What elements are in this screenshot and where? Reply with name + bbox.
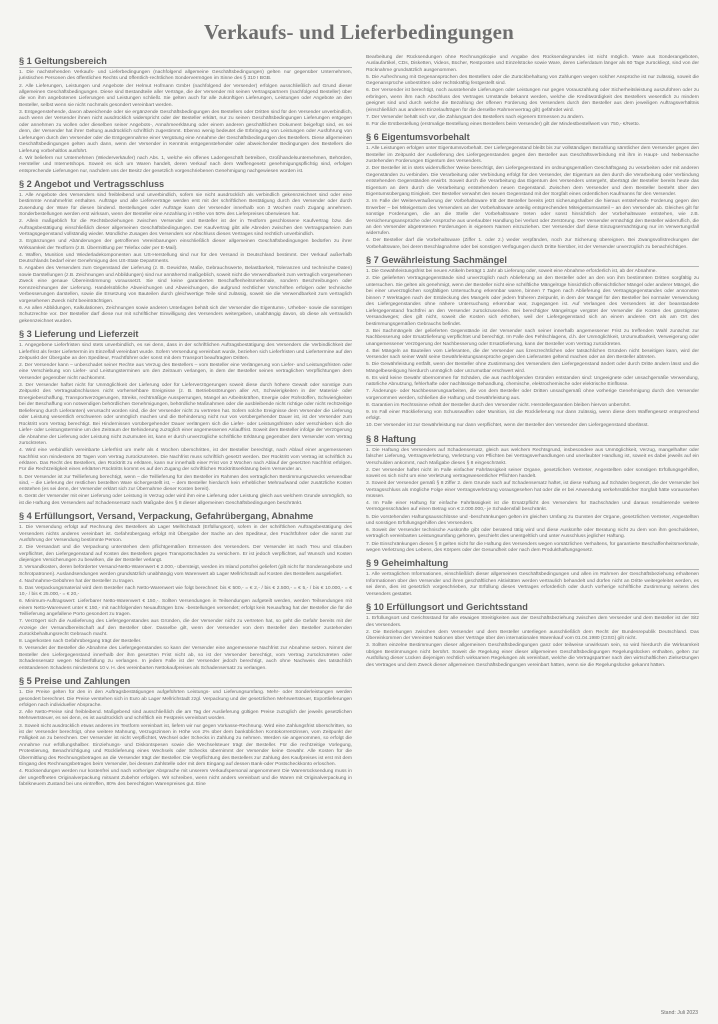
section-body [366,269,699,429]
document-footer: Stand: Juli 2023 [660,1010,698,1016]
paragraph: 8. Lagerkosten nach Gefahrübergang trägt der Besteller. [19,639,142,645]
paragraph: 10. Der Versender ist zur Gewährleistung nur dann verpflichtet, wenn der Besteller den Versender den Liefergegenstand überlässt. [366,423,649,429]
paragraph: 6. Es wird keine Gewähr übernommen für Schäden, die aus nachfolgenden Gründen entstanden sind: Ungeeignete oder unsachgemäße Verwendung, natürliche Abnutzung, fehlerhafte oder nachlässige Behandlung, chemische, elektrochemische oder elektrische Einflüsse. [366,375,699,388]
paragraph: 4. Bei Mängeln an Bauteilen vom Lieferanten, die der Versender aus lizenzrechtlichen oder tatsächlichen Gründen nicht beseitigen kann, wird der Versender nach seiner Wahl seine Gewährleistungsansprüche gegen den Lieferanten geltend machen oder an den Besteller abtreten. [366,348,699,361]
paragraph: 3. Sollten einzelne Bestimmungen dieser allgemeinen Geschäftsbedingungen ganz oder teilweise unwirksam sein, so wird hierdurch die Wirksamkeit übrigen Bestimmungen nicht berührt. Soweit die Regelung einer dieser allgemeinen Geschäftsbedingungen Regelungslücken enthalten, gelten zur Ausfüllung dieser Lücken diejenigen rechtlich wirksamen Regelungen als vereinbart, welche die Vertragspartner nach den wirtschaftlichen Zielsetzungen des Vertrages und dem Zweck dieser allgemeinen Geschäftsbedingungen vereinbart hätten, wenn sie die Regelungslücke gekannt hätten. [366,643,699,668]
section-heading: § 4 Erfüllungsort, Versand, Verpackung, Gefahrübergang, Abnahme [19,511,352,523]
paragraph: 6. Minimum-Auftragswert: Lieferbarer Netto-Warenwert € 150,-. Sollten Versendungen in Teilsendungen aufgeteilt werden, werden Teilsendungen mit einem Netto-Warenwert unter € 150,- mit nachfolgenden Neuaufträgen bzw. -bestellungen versendet; erfolgt kein Neuauftrag hat der Besteller die für die Teillieferung angefallene Porto gesondert zu tragen. [19,599,352,618]
paragraph: 3. Bei Sachmängeln der gelieferten Gegenstände ist der Versender nach seiner innerhalb angemessener Frist zu treffenden Wahl zunächst zur Nachbesserung oder Ersatzlieferung verpflichtet und berechtigt. Im Falle des Fehlschlagens, d.h. der Unmöglichkeit, Unzumutbarkeit, Verweigerung oder unangemessener Verzögerung der Nachbesserung oder Ersatzlieferung, kann der Besteller vom Vertrag zurücktreten. [366,328,699,347]
paragraph: 5. Die Gewährleistung entfällt, wenn der Besteller ohne Zustimmung des Versenders den Liefergegenstand ändert oder durch Dritte ändern lässt und die Mängelbeseitigung hierdurch unmöglich oder unzumutbar erschwert wird. [366,362,699,374]
paragraph: 4. Der Besteller darf die Vorbehaltsware (Ziffer 1. oder 2.) weder verpfänden, noch zur Sicherung übereignen. Bei Zwangsvollstreckungen der Vorbehaltsware, bei deren Beschlagnahme oder bei sonstigen Verfügungen durch Dritte hierüber, ist der Versender unverzüglich zu benachrichtigen. [366,238,699,250]
paragraph: 5. Die vorstehenden Haftungsausschlüsse und -beschränkungen gelten im gleichen Umfang zu Gunsten der Organe, gesetzlichen Vertreter, Angestellten und sonstigen Erfüllungsgehilfen des Versenders. [366,514,699,526]
section [19,511,352,672]
paragraph: 3. Soweit der Versender gemäß § 8 Ziffer 2. dem Grunde nach auf Schadensersatz haftet, ist diese Haftung auf Schäden begrenzt, die der Versender bei Vertragsschluss als mögliche Folge einer Vertragsverletzung vorausgesehen hat oder die er bei Anwendung verkehrsüblicher Sorgfalt hätte voraussehen müssen. [366,481,699,499]
paragraph: 3. Der Versender haftet nicht für Unmöglichkeit der Lieferung oder für Lieferverzögerungen soweit diese durch höhere Gewalt oder sonstige zum Zeitpunkt des Vertragsabschlusses nicht vorhersehbare Ereignisse (z. B. Betriebsstörungen aller Art, Schwierigkeiten in der Material- oder Energiebeschaffung, Transportverzögerungen, Streiks, rechtmäßige Aussperrungen, Mangel an Arbeitskräften, Energie oder Rohstoffen, Schwierigkeiten bei der Beschaffung von notwendigen behördlichen Genehmigungen, behördliche Maßnahmen oder die ausbleibende nicht richtige oder nicht rechtzeitige Belieferung durch Lieferanten) verursacht worden sind, die der Versender nicht zu vertreten hat. Sofern solche Ereignisse dem Versender die Lieferung oder Leistung wesentlich erschweren oder unmöglich machen und die Behinderung nicht nur von vorübergehender Dauer ist, ist der Versender zum Rücktritt vom Vertrag berechtigt. Bei Hindernissen vorübergehender Dauer verlängern sich die Liefer- oder Leistungsfristen oder verschieben sich die Liefer- oder Leistungstermine um den Zeitraum der Behinderung zuzüglich einer angemessenen Anlauffrist. Soweit dem Besteller infolge der Verzögerung die Abnahme der Lieferung oder Leistung nicht zuzumuten ist, kann er durch unverzügliche schriftliche Erklärung gegenüber dem Versender vom Vertrag zurücktreten. [19,382,352,447]
section-body [19,525,352,672]
paragraph: 6. Der Versender ist berechtigt, noch ausstehende Lieferungen oder Leistungen nur gegen Vorauszahlung oder Sicherheitsleistung auszuführen oder zu erbringen, wenn ihm nach Abschluss des Vertrages Umstände bekannt werden, welche die Kreditwürdigkeit des Bestellers wesentlich zu mindern geeignet sind und durch welche die Bezahlung der offenen Forderung des Versenders durch den Besteller aus dem jeweiligen Auftragsverhältnis (einschließlich aus anderen Einzelaufträgen für die derselbe Rahmenvertrag gilt) gefährdet wird. [366,88,699,113]
paragraph: 4. Waffen, Munition und Wiederladekomponenten aus US-Herstellung sind nur für den Versand in Deutschland bestimmt. Der Verkauf außerhalb Deutschlands bedarf einer Genehmigung des US-State Departments. [19,252,352,265]
paragraph: 4. Rücksendungen werden nur kostenfrei und nach vorheriger Absprache mit unserem Verkaufspersonal angenommen! Die Warenrücksendung muss in der ungeöffneten Originalverpackung mitsamt Zubehör erfolgen. Wir schreiben, wenn nicht anders vereinbart und die Waren mit Originalverpackung in fabrikneuem Zustand bei uns eintreffen, 80% des berechtigten Warenpreises gut. Eine [19,769,352,788]
section-heading: § 10 Erfüllungsort und Gerichtsstand [366,602,699,614]
paragraph: 2. Die Versandart und die Verpackung unterstehen dem pflichtgemäßen Ermessen des Versenders. Der Versender ist nach Treu und Glauben verpflichtet, den Liefergegenstand auf Kosten des Bestellers gegen Transportschäden zu versichern. Er ist jedoch verpflichtet, auf Wunsch und Kosten diejenigen Versicherungen zu bewirken, die der Besteller verlangt. [19,545,352,564]
section [19,179,352,325]
paragraph: Bearbeitung der Rücksendungen ohne Rechnungskopie und Angabe des Rücksendegrundes ist nicht möglich. Ware aus Sonderangeboten, Auslaufartikel, CDs, Disketten, Videos, Bücher, Restposten und Einzelstücke sowie Ware, deren Lieferdatum länger als 60 Tage zurückliegt, sind von der Rücknahme grundsätzlich ausgenommen. [366,55,699,73]
paragraph: 2. Alle Lieferungen, Leistungen und Angebote der Helmut Hofmann GmbH (nachfolgend der Versender) erfolgen ausschließlich auf Grund dieser allgemeinen Geschäftsbedingungen. Diese sind Bestandteile aller Verträge, die der Versender mit seinen Vertragspartnern (nachfolgend Besteller) über die von ihm angebotenen Lieferungen und Leistungen schließt. Sie gelten auch für alle zukünftigen Lieferungen, Leistungen oder Angebote an den Besteller, selbst wenn sie nicht nochmals gesondert vereinbart werden. [19,83,352,108]
section [366,132,699,251]
paragraph: 7. Verzögert sich die Auslieferung des Liefergegenstandes aus Gründen, die der Versender nicht zu vertreten hat, so geht die Gefahr bereits mit der Anzeige der Versandbereitschaft auf den Besteller über. Dasselbe gilt, wenn der Versender von dem Besteller den Besteller zustehenden Zurückbehaltungsrecht Gebrauch macht. [19,619,352,638]
section-heading: § 8 Haftung [366,434,699,446]
section-heading: § 1 Geltungsbereich [19,56,352,68]
paragraph: 1. Die Preise gelten für den in den Auftragsbestätigungen aufgeführten Leistungs- und Lieferungsumfang. Mehr- oder Sonderleistungen werden gesondert berechnet. Die Preise verstehen sich in Euro ab Lager Mellrichstadt zzgl. Verpackung und der gesetzlichen Mehrwertsteuer, Exportlieferungen erfolgen nach individueller Absprache. [19,690,352,708]
section-body [19,343,352,507]
paragraph: 6. Soweit der Versender technische Auskünfte gibt oder beratend tätig wird und diese Auskünfte oder Beratung nicht zu dem von ihm geschuldeten, vertraglich vereinbarten Leistungsumfang gehören, geschieht dies unentgeltlich und unter Ausschluss jeglicher Haftung. [366,528,699,540]
section [19,56,352,175]
section-body [366,616,699,669]
section [19,676,352,789]
section-heading: § 6 Eigentumsvorbehalt [366,132,699,144]
section-body [366,146,699,251]
paragraph: 2. Allein maßgeblich für die Rechtsbeziehungen zwischen Versender und Besteller ist der in Textform geschlossene Kaufvertrag bzw. die Auftragsbestätigung einschließlich dieser allgemeinen Geschäftsbedingungen. Der Kaufvertrag gibt alle Abreden zwischen den Vertragsparteien zum Vertragsgegenstand vollständig wieder. Mündliche Zusagen des Versenders vor Abschluss dieses Vertrages sind rechtlich unverbindlich. [19,219,352,238]
paragraph: 4. Wird eine verbindlich vereinbarte Lieferfrist um mehr als 4 Wochen überschritten, ist der Besteller berechtigt, nach Ablauf einer angemessenen Nachfrist von mindestens 30 Tagen vom Vertrag zurückzutreten. Die Nachfrist muss schriftlich gesetzt werden. Der Rücktritt vom Vertrag ist schriftlich zu erklären. Das Recht des Bestellers, den Rücktritt zu erklären, kann nur innerhalb einer Frist von 2 Wochen nach Ablauf der gesetzten Nachfrist erfolgen. Für die Rechtzeitigkeit eines erklärten Rücktritts kommt es auf den Zugang der schriftlichen Rücktrittserklärung beim Versender an. [19,448,352,473]
section [366,602,699,669]
paragraph: 5. Das Verpackungsmaterial wird dem Besteller nach Netto-Warenwert wie folgt berechnet: bis € 500,- = € 2,- / bis € 2.500,- = € 5,- / bis € 10.000,- = € 10,- / bis € 25.000,- = € 20,- [19,585,352,598]
paragraph: 7. Änderungs- oder Nachbesserungsarbeiten, die von dem Besteller oder Dritten unsachgemäß ohne vorherige Genehmigung durch den Versender vorgenommen werden, schließen die Haftung und Gewährleistung aus. [366,389,699,401]
right-column [366,55,699,793]
section [366,55,699,128]
document-title: Verkaufs- und Lieferbedingungen [204,20,514,44]
paragraph: 2. Alle Netto-Preise sind freibleibend. Maßgebend sind ausschließlich die am Tag der Auslieferung gültigen Preise zuzüglich der jeweils gesetzlichen Mehrwertsteuer, es sei denn, es ist ausdrücklich und schriftlich ein Festpreis vereinbart worden. [19,710,352,722]
paragraph: 7. Der Versender behält sich vor, die Zahlungsart des Bestellers nach eigenem Ermessen zu ändern. [366,114,585,120]
section [19,329,352,507]
paragraph: 2. Der Versender kann – unbeschadet seiner Rechte aus Verzug des Bestellers – vom Besteller eine Verlängerung von Liefer- und Leistungsfristen oder eine Verschiebung von Liefer- und Leistungsterminen um den Zeitraum verlangen, in dem der Besteller seinen vertraglichen Verpflichtungen dem Versender gegenüber nicht nachkommt. [19,363,352,381]
paragraph: 4. Nachnahme-Gebühren hat der Besteller zu tragen. [19,578,135,584]
paragraph: 3. Im Falle der Weiterveräußerung der Vorbehaltsware tritt der Besteller bereits jetzt sicherungshalber die hieraus entstehende Forderung gegen den Erwerber – bei Miteigentum des Versenders an der Vorbehaltsware anteilig entsprechenden Miteigentumsanteil – an den Versender ab. Gleiches gilt für sonstige Forderungen, die an die Stelle der Vorbehaltsware treten oder sonst hinsichtlich der Vorbehaltsware entstehen, wie z.B. Versicherungsansprüche oder Ansprüche aus unerlaubter Handlung bei Verlust oder Zerstörung. Der Versender ermächtigt den Besteller widerruflich, die an den Versender abgetretenen Forderungen in eigenem Namen einzuziehen. Der Versender darf diese Einzugsermächtigung nur im Verwertungsfall widerrufen. [366,199,699,237]
section [366,434,699,555]
section-heading: § 3 Lieferung und Lieferzeit [19,329,352,341]
paragraph: 1. Alle Leistungen erfolgen unter Eigentumsvorbehalt. Der Liefergegenstand bleibt bis zur vollständigen Bezahlung sämtlicher dem Versender gegen den Besteller im Zeitpunkt der Auslieferung des Liefergegenstandes gegen den Besteller aus Geschäftsverbindung mit ihm in Haupt- und Nebensache zustehenden Forderungen Eigentum des Versenders. [366,146,699,165]
paragraph: 7. Die Einschränkungen dieses § 8 gelten nicht für die Haftung des Versenders wegen vorsätzlichen Verhaltens, für garantierte Beschaffenheitsmerkmale, wegen Verletzung des Lebens, des Körpers oder der Gesundheit oder nach dem Produkthaftungsgesetz. [366,541,699,553]
section-body [19,193,352,325]
paragraph: 8. Für die Erstbestellung (erstmalige Bestellung eines Bestellers beim Versender) gilt der Mindestbestellwert von 750,- €/Netto. [366,121,641,127]
section-body [366,55,699,128]
paragraph: 8. Garantien im Rechtssinne erhält der Besteller durch den Versender nicht. Herstellergarantien bleiben hiervon unberührt. [366,402,631,408]
paragraph: 3. Ergänzungen und Abänderungen der getroffenen Vereinbarungen einschließlich dieser allgemeinen Geschäftsbedingungen bedürfen zu ihrer Wirksamkeit der Textform (z.B. Übermittlung per Telefax oder per E-Mail). [19,239,352,251]
paragraph: 6. An allen Abbildungen, Kalkulationen, Zeichnungen sowie anderen Unterlagen behält sich der Versender die Eigentums-, Urheber- sowie die sonstigen Schutzrechte vor. Der Besteller darf diese nur mit schriftlicher Einwilligung des Versenders weitergeben, unabhängig davon, ob diese als vertraulich gekennzeichnet wurden. [19,305,352,324]
section-heading: § 9 Geheimhaltung [366,558,699,570]
paragraph: 2. Der Versender haftet nicht im Falle einfacher Fahrlässigkeit seiner Organe, gesetzlichen Vertreter, Angestellten oder sonstigen Erfüllungsgehilfen, soweit es sich nicht um eine Verletzung vertragswesentlicher Pflichten handelt. [366,467,699,480]
paragraph: 2. Der Besteller ist in stets widerruflicher Weise berechtigt, den Liefergegenstand im ordnungsgemäßen Geschäftsgang zu verarbeiten oder mit anderen Gegenständen zu verbinden. Die Verarbeitung oder Verbindung erfolgt für den Versender, der Eigentum an den durch die Verarbeitung oder Verbindung entstehenden Gegenständen erwirbt. Soweit durch die Verarbeitung das Eigentum des Versenders untergeht, überträgt der Besteller bereits heute das Eigentum an dem durch die Verarbeitung entstehenden neuen Gegenstand. Zwischen dem Versender und dem Besteller besteht über den Eigentumsübergang Einigkeit. Der Besteller verwahrt den neuen Gegenstand mit der Sorgfalt eines ordentlichen Kaufmanns für den Versender. [366,166,699,198]
section-body [366,448,699,555]
paragraph: 5. Der Versender ist zur Teillieferung berechtigt, wenn – die Teillieferung für den Besteller im Rahmen des vertraglichen Bestimmungszwecks verwendbar sind, – die Lieferung der restlichen bestellten Ware sichergestellt ist, – dem Besteller hierdurch kein erheblicher Mehraufwand oder zusätzliche Kosten entstehen (es sei denn, der Versender erklärt sich zur Übernahme dieser Kosten bereit). [19,474,352,493]
section-body [19,70,352,175]
section-heading: § 2 Angebot und Vertragsschluss [19,179,352,191]
section-heading: § 7 Gewährleistung Sachmängel [366,255,699,267]
paragraph: 2. Die gelieferten Vertragsgegenstände sind unverzüglich nach Ablieferung an den Besteller oder an den von ihm bestimmten Dritten sorgfältig zu untersuchen. Sie gelten als genehmigt, wenn der Besteller nicht eine schriftliche Mängelrüge hinsichtlich offensichtlicher Mängel oder anderer Mängel, die bei einer unverzüglichen sorgfältigen Untersuchung erkennbar waren, binnen 7 Tagen nach Ablieferung des Vertragsgegenstandes oder ansonsten binnen 7 Werktagen nach der Entdeckung des Mangels oder jedem früheren Zeitpunkt, in dem der Mangel für den Besteller bei normaler Verwendung des Liefergegenstandes ohne nähere Untersuchung erkennbar war, zugegangen ist. Auf Verlangen des Versenders ist der beanstandete Liefergegenstand frachtfrei an den Versender zurückzusenden. Bei berechtigter Mängelrüge vergütet der Versender die Kosten des günstigsten Versandweges; dies gilt nicht, soweit die Kosten sich erhöhen, weil der Liefergegenstand sich an einem anderen Ort als am Ort des bestimmungsgemäßen Gebrauchs befindet. [366,276,699,327]
section-heading: § 5 Preise und Zahlungen [19,676,352,688]
paragraph: 1. Alle vertraglichen Informationen, einschließlich dieser allgemeinen Geschäftsbedingungen und allen im Rahmen der Geschäftsbeziehung erhaltenen Informationen über den Versender und ihren geschäftlichen Aktivitäten werden vertraulich behandelt und dürfen nicht an Dritte weitergeleitet werden, es sei denn, dies ist gesetzlich vorgeschrieben, zur Erfüllung dieses Vertrages erforderlich oder durch vorherige schriftliche Zustimmung seitens des Versenders gestattet. [366,572,699,597]
paragraph: 4. Wir beliefern nur Unternehmen (Wiederverkäufer) nach Abs. 1, welche ein offenes Ladengeschäft betreiben, Großhandelsunternehmen, Behörden, Hersteller und Internetshops. Soweit es sich um Waren handelt, deren Verkauf nach dem Waffengesetz genehmigungspflichtig sind, erfolgen entsprechende Lieferungen nur, nachdem uns der Besitz der gesetzlich vorgeschriebenen Genehmigung nachgewiesen worden ist. [19,155,352,174]
paragraph: 5. Die Aufrechnung mit Gegenansprüchen des Bestellers oder die Zurückbehaltung von Zahlungen wegen solcher Ansprüche ist nur zulässig, soweit die Gegenansprüche unbestritten oder rechtskräftig festgestellt sind. [366,74,699,87]
paragraph: 4. Im Falle einer Haftung für einfache Fahrlässigkeit ist die Ersatzpflicht des Versenders für Sachschäden und daraus resultierende weitere Vermögensschäden auf einen Betrag von € 2.000.000,- je Schadensfall beschränkt. [366,501,699,513]
paragraph: 1. Angegebene Lieferfristen sind stets unverbindlich, es sei denn, dass in der schriftlichen Auftragsbestätigung des Versenders die Verbindlichkeit der Lieferfrist als fester Liefertermin im Einzelfall vereinbart wurde. Sofern Versendung vereinbart wurde, beziehen sich Lieferfristen und Liefertermine auf den Zeitpunkt der Übergabe an den Spediteur, Frachtführer oder sonst mit dem Transport beauftragten Dritten. [19,343,352,361]
paragraph: 3. Versandkosten, deren beförderter Versand-Netto-Warenwert € 2.000,- übersteigt, werden im Inland portofrei geliefert (gilt nicht für Sonderangebote und Schrotpatronen). Auslandsendungen werden grundsätzlich unabhängig vom Warenwert ab Lager Mellrichstadt auf Kosten des Bestellers ausgeliefert. [19,565,352,577]
paragraph: 1. Die Haftung des Versenders auf Schadensersatz, gleich aus welchem Rechtsgrund, insbesondere aus Unmöglichkeit, Verzug, mangelhafter oder falscher Lieferung, Vertragsverletzung, Verletzung von Pflichten bei Vertragsverhandlungen und unerlaubter Handlung ist, soweit es dabei jeweils auf ein Verschulden ankommt, nach Maßgabe dieses § 8 eingeschränkt. [366,447,699,466]
paragraph: 6. Gerät der Versender mit einer Lieferung oder Leistung in Verzug oder wird ihm eine Lieferung oder Leistung gleich aus welchem Grunde unmöglich, so ist die Haftung des Versenders auf Schadensersatz nach Maßgabe des § 8 dieser allgemeinen Geschäftsbedingungen beschränkt. [19,494,352,506]
section-body [366,572,699,598]
left-column [19,55,352,793]
paragraph: 9. Im Fall einer Rücklieferung von Schusswaffen oder Munition, ist die Rücklieferung nur dann zulässig, wenn diese dem Waffengesetz entsprechend erfolgt. [366,409,699,422]
paragraph: 3. Entgegenstehende, davon abweichende oder sie ergänzende Geschäftsbedingungen des Bestellers oder Dritten sind für den Versender unverbindlich, auch wenn der Versender ihnen nicht ausdrücklich widerspricht oder der Besteller erklärt, nur zu seinen Geschäftsbedingungen Lieferungen entgegen oder annehmen zu wollen oder dieselben seiner Angebots-, Annahmeerklärung oder einem anderen geschäftlichen Dokument beigefügt sind, es sei denn, der Versender hat ihrer Geltung ausdrücklich schriftlich zugestimmt. Ebenso wenig bedeutet die Erbringung von Leistungen oder Ausführung von Lieferungen durch den Versender oder die Entgegennahme einer Vergütung eine Annahme der Geschäftsbedingungen des Bestellers. Diese allgemeinen Geschäftsbedingungen gelten auch dann, wenn der Versender in Kenntnis entgegenstehender oder abweichender Bedingungen des Bestellers die Lieferung vorbehaltlos ausführt. [19,109,352,154]
section [366,255,699,429]
columns [19,55,699,793]
paragraph: 9. Versendet der Besteller die Abnahme des Liefergegenstandes so kann der Versender eine angemessene Nachfrist zur Abnahme setzen. Nimmt der Besteller den Liefergegenstand innerhalb der ihm gesetzten Frist nicht ab, so ist der Versender berechtigt, vom Vertrag zurückzutreten oder Schadensersatz wegen Nichterfüllung zu verlangen. In jedem Falle ist der Versender jedoch berechtigt, auch ohne Nachweis des tatsächlich entstandenen Schadens mindestens 10 v. H. des vereinbarten Nettokaufpreises als Schadensersatz zu verlangen. [19,646,352,671]
paragraph: 1. Die Gewährleistungsfrist bei neuen Artikeln beträgt 1 Jahr ab Lieferung oder, soweit eine Abnahme erforderlich ist, ab der Abnahme. [366,269,657,275]
section [366,558,699,598]
paragraph: 3. Soweit nicht ausdrücklich etwas anderes im Textform vereinbart ist, liefern wir nur gegen Vorkasse-Rechnung. Wird eine Zahlungsfrist überschritten, so ist der Versender berechtigt, ohne weitere Mahnung, Verzugszinsen in Höhe von 2% über dem banküblichen Kontokorrentzinsen, vom Zeitpunkt der Fälligkeit an zu berechnen. Der Versender ist nicht verpflichtet, Wechsel oder Schecks in Zahlung zu nehmen. Werden sie angenommen, so erfolgt die Annahme nur erfüllungshalber. Einziehungs- und Diskontspesen sowie die Wechselsteuer trägt der Besteller. Für die rechtzeitige Vorlegung, Protestierung, Benachrichtigung und Rücklieferung eines Wechsels oder Schecks übernimmt der Versender keine Gewähr. Alle Kosten für die Übermittlung des Rechnungsbetrages an die Versender trägt der Besteller. Die Verpflichtung des Bestellers zur Zahlung des Kaufpreises ist erst mit dem Eingang des Rechnungsbetrages beim Versender, bei dessen Zahlstelle oder mit dem Eingang auf dessen Bank-oder Postscheckkonto erloschen. [19,723,352,768]
paragraph: 1. Die nachstehenden Verkaufs- und Lieferbedingungen (nachfolgend allgemeine Geschäftsbedingungen) gelten nur gegenüber Unternehmen, juristischen Personen des öffentlichen Rechts und öffentlich-rechtlichen Sondervermögen im Sinne des § 310 I BGB. [19,70,352,82]
paragraph: 1. Die Versendung erfolgt auf Rechnung des Bestellers ab Lager Mellrichstadt (Erfüllungsort), sofern in der schriftlichen Auftragsbestätigung des Versenders nichts anderes vereinbart ist. Gefahrübergang erfolgt mit Übergabe der Sache an den Spediteur, den Frachtführer oder die sonst zur Ausführung der Versendung bestimmte Person. [19,525,352,544]
paragraph: 1. Erfüllungsort und Gerichtsstand für alle etwaigen Streitigkeiten aus der Geschäftsbeziehung zwischen dem Versender und dem Besteller ist der Sitz des Versenders. [366,616,699,628]
paragraph: 1. Alle Angebote des Versenders sind freibleibend und unverbindlich, sofern sie nicht ausdrücklich als verbindlich gekennzeichnet sind oder eine bestimmte Annahmefrist enthalten. Aufträge und alle Lieferverträge werden erst mit der schriftlichen Bestätigung durch den Versender oder durch Zusendung der Ware für diesen bindend. Bestellungen oder Aufträge kann der Versender innerhalb von 3 Wochen nach Zugang annehmen. Sonderbestellungen werden erst wirksam, wenn der Besteller eine Anzahlung in Höhe von 50% des Lieferpreises überwiesen hat. [19,193,352,218]
section-body [19,690,352,789]
paragraph: 5. Angaben des Versenders zum Gegenstand der Lieferung (z. B. Gewichte, Maße, Gebrauchswerte, Belastbarkeit, Toleranzen und technische Daten) sowie Darstellungen (z.B. Zeichnungen und Abbildungen) sind nur annähernd maßgeblich, soweit nicht die Verwendbarkeit zum vertraglich vorgesehenen Zweck eine genaue Übereinstimmung voraussetzt. Sie sind keine garantierten Beschaffenheitsmerkmale, sondern Beschreibungen oder Kennzeichnungen der Lieferung. Handelsübliche Abweichungen und Abweichungen, die aufgrund rechtlicher Vorschriften erfolgen oder technische Verbesserungen darstellen, sowie die Ersetzung von Bauteilen durch gleichwertige Teile sind zulässig, soweit sie die Verwendbarkeit zum vertraglich vorgesehenen Zweck nicht beeinträchtigen. [19,266,352,304]
paragraph: 2. Die Beziehungen zwischen dem Versender und dem Besteller unterliegen ausschließlich dem Recht der Bundesrepublik Deutschland. Das Übereinkommen der Vereinten Nationen über Verträge über den internationalen Warenkauf vom 01.04.1980 (CISG) gilt nicht. [366,629,699,642]
